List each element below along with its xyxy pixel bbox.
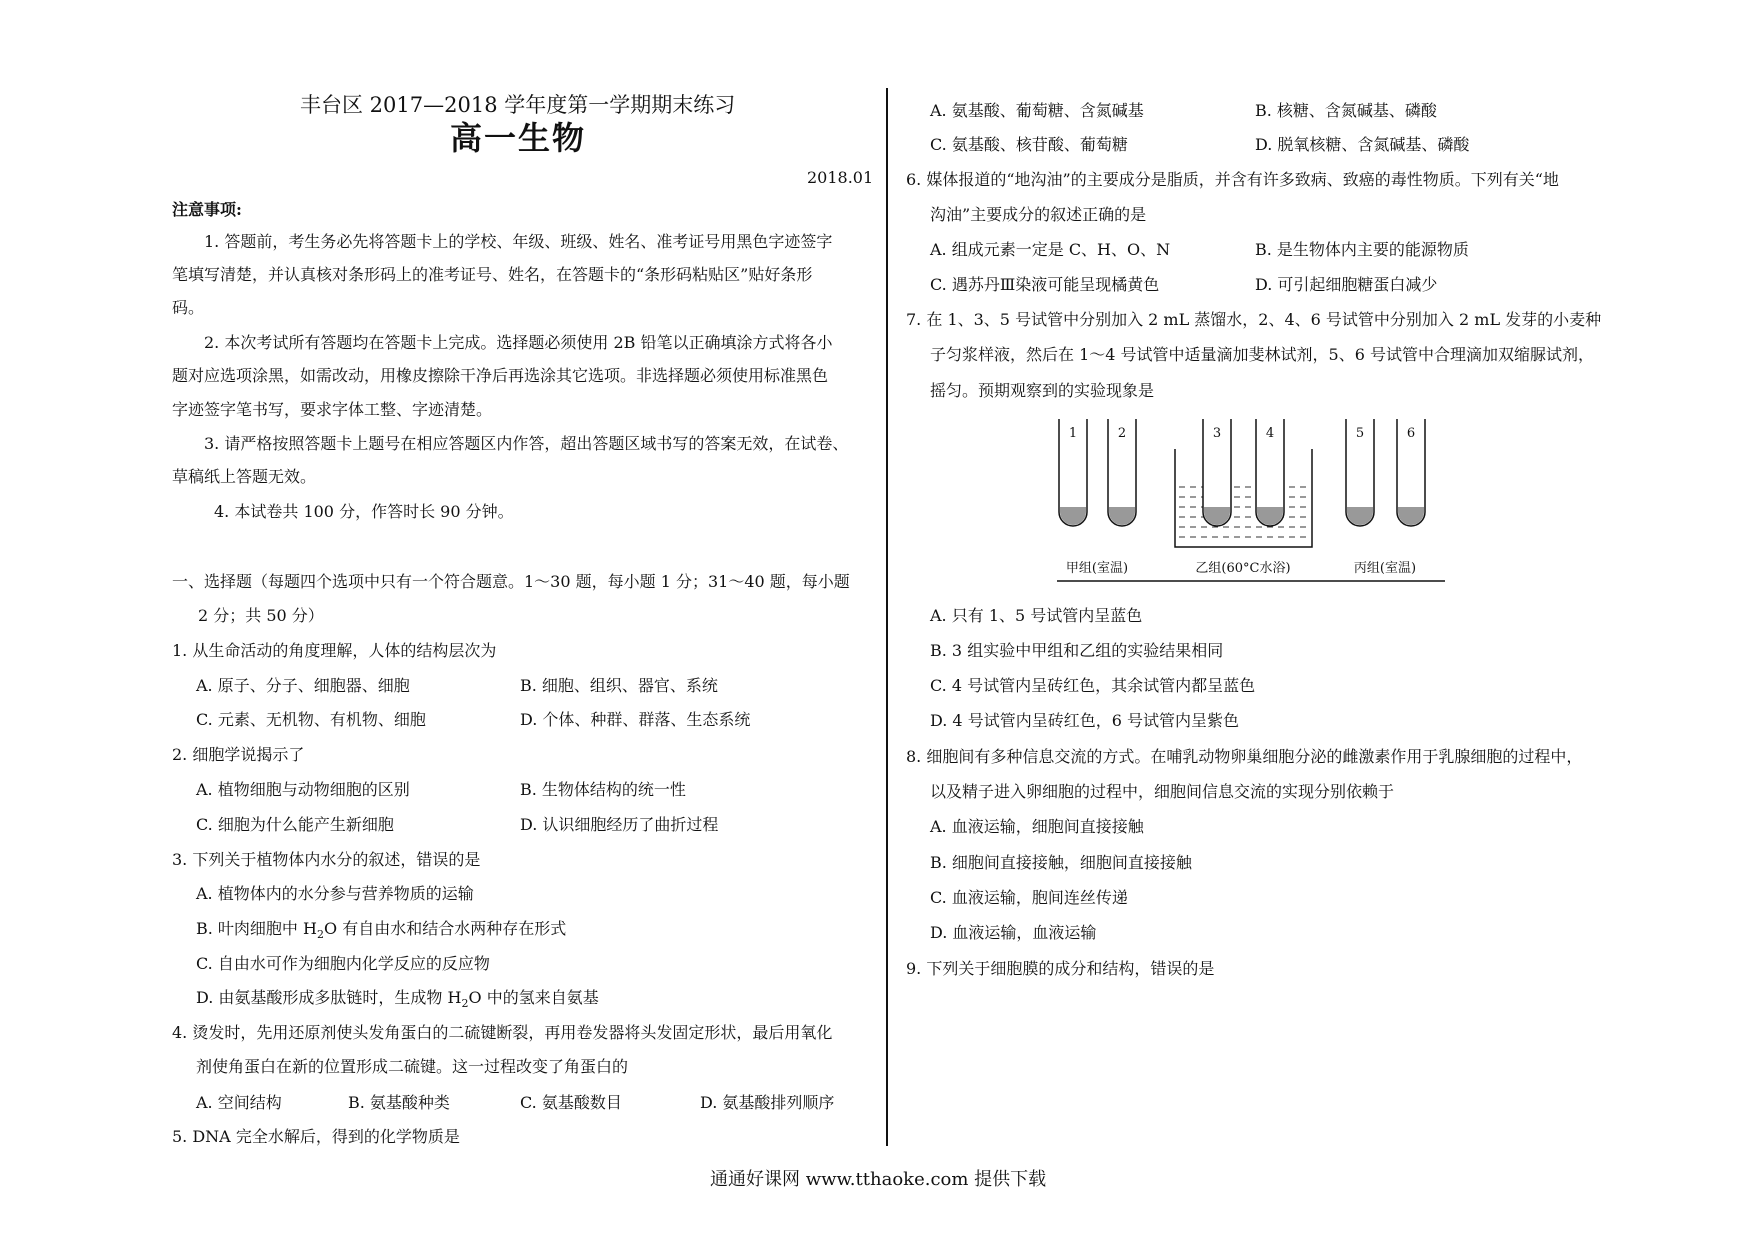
q8-option-d: D. 血液运输，血液运输 xyxy=(930,923,1097,942)
q3-option-c: C. 自由水可作为细胞内化学反应的反应物 xyxy=(196,954,490,973)
q4-option-b: B. 氨基酸种类 xyxy=(348,1093,450,1112)
q5-option-c: C. 氨基酸、核苷酸、葡萄糖 xyxy=(930,135,1128,154)
q8-option-a: A. 血液运输，细胞间直接接触 xyxy=(930,817,1144,836)
question-2-stem: 2. 细胞学说揭示了 xyxy=(172,745,305,764)
q1-option-b: B. 细胞、组织、器官、系统 xyxy=(520,676,718,695)
water-bath-beaker xyxy=(1175,449,1312,547)
question-8-stem-cont: 以及精子进入卵细胞的过程中，细胞间信息交流的实现分别依赖于 xyxy=(930,782,1395,801)
note-line: 4. 本试卷共 100 分，作答时长 90 分钟。 xyxy=(214,502,514,521)
q4-option-c: C. 氨基酸数目 xyxy=(520,1093,622,1112)
q7-option-c: C. 4 号试管内呈砖红色，其余试管内都呈蓝色 xyxy=(930,676,1256,695)
q5-option-b: B. 核糖、含氮碱基、磷酸 xyxy=(1255,101,1437,120)
q7-option-a: A. 只有 1、5 号试管内呈蓝色 xyxy=(930,606,1143,625)
q7-option-b: B. 3 组实验中甲组和乙组的实验结果相同 xyxy=(930,641,1224,660)
question-4-stem-cont: 剂使角蛋白在新的位置形成二硫键。这一过程改变了角蛋白的 xyxy=(196,1057,629,1076)
tube-label-6: 6 xyxy=(1406,426,1416,441)
q7-option-d: D. 4 号试管内呈砖红色，6 号试管内呈紫色 xyxy=(930,711,1239,730)
q4-option-d: D. 氨基酸排列顺序 xyxy=(700,1093,835,1112)
q6-option-a: A. 组成元素一定是 C、H、O、N xyxy=(930,240,1171,259)
q4-option-a: A. 空间结构 xyxy=(196,1093,282,1112)
q5-option-d: D. 脱氧核糖、含氮碱基、磷酸 xyxy=(1255,135,1470,154)
question-8-stem: 8. 细胞间有多种信息交流的方式。在哺乳动物卵巢细胞分泌的雌激素作用于乳腺细胞的过程中， xyxy=(906,747,1583,766)
footer-source: 通通好课网 www.tthaoke.com 提供下载 xyxy=(710,1169,1047,1190)
question-6-stem-cont: 沟油”主要成分的叙述正确的是 xyxy=(930,205,1147,224)
q2-option-d: D. 认识细胞经历了曲折过程 xyxy=(520,815,719,834)
notes-heading: 注意事项: xyxy=(172,200,242,219)
q1-option-d: D. 个体、种群、群落、生态系统 xyxy=(520,710,751,729)
question-6-stem: 6. 媒体报道的“地沟油”的主要成分是脂质，并含有许多致病、致癌的毒性物质。下列有关“地 xyxy=(906,170,1559,189)
q8-option-b: B. 细胞间直接接触，细胞间直接接触 xyxy=(930,853,1192,872)
q2-option-c: C. 细胞为什么能产生新细胞 xyxy=(196,815,394,834)
group-label-jia: 甲组(室温) xyxy=(1065,561,1129,576)
tube-label-3: 3 xyxy=(1212,426,1222,441)
q8-option-c: C. 血液运输，胞间连丝传递 xyxy=(930,888,1128,907)
section-heading: 一、选择题（每题四个选项中只有一个符合题意。1～30 题，每小题 1 分；31～40 题，每小题 xyxy=(172,572,850,591)
q5-option-a: A. 氨基酸、葡萄糖、含氮碱基 xyxy=(930,101,1144,120)
q3-option-a: A. 植物体内的水分参与营养物质的运输 xyxy=(196,884,474,903)
question-7-stem: 7. 在 1、3、5 号试管中分别加入 2 mL 蒸馏水，2、4、6 号试管中分别加入 2 mL 发芽的小麦种 xyxy=(906,310,1602,329)
column-divider xyxy=(886,88,888,1146)
note-line: 码。 xyxy=(172,298,205,317)
q3-option-d: D. 由氨基酸形成多肽链时，生成物 $H_2O$ 中的氢来自氨基 xyxy=(196,988,599,1011)
note-line: 题对应选项涂黑，如需改动，用橡皮擦除干净后再选涂其它选项。非选择题必须使用标准黑色 xyxy=(172,366,829,385)
question-7-stem-cont: 摇匀。预期观察到的实验现象是 xyxy=(930,381,1155,400)
note-line: 笔填写清楚，并认真核对条形码上的准考证号、姓名，在答题卡的“条形码粘贴区”贴好条形 xyxy=(172,265,813,284)
note-line: 2. 本次考试所有答题均在答题卡上完成。选择题必须使用 2B 铅笔以正确填涂方式将各小 xyxy=(204,333,833,352)
tube-label-1: 1 xyxy=(1068,426,1078,441)
note-line: 1. 答题前，考生务必先将答题卡上的学校、年级、班级、姓名、准考证号用黑色字迹签字 xyxy=(204,232,833,251)
question-1-stem: 1. 从生命活动的角度理解，人体的结构层次为 xyxy=(172,641,497,660)
note-line: 草稿纸上答题无效。 xyxy=(172,467,317,486)
q2-option-a: A. 植物细胞与动物细胞的区别 xyxy=(196,780,410,799)
tube-label-5: 5 xyxy=(1355,426,1365,441)
q1-option-c: C. 元素、无机物、有机物、细胞 xyxy=(196,710,426,729)
question-9-stem: 9. 下列关于细胞膜的成分和结构，错误的是 xyxy=(906,959,1215,978)
question-7-stem-cont: 子匀浆样液，然后在 1～4 号试管中适量滴加斐林试剂，5、6 号试管中合理滴加双缩脲试剂， xyxy=(930,345,1594,364)
tube-label-2: 2 xyxy=(1117,426,1127,441)
q2-option-b: B. 生物体结构的统一性 xyxy=(520,780,686,799)
group-label-bing: 丙组(室温) xyxy=(1353,561,1417,576)
test-tube-figure xyxy=(1055,415,1455,585)
note-line: 字迹签字笔书写，要求字体工整、字迹清楚。 xyxy=(172,400,493,419)
question-5-stem: 5. DNA 完全水解后，得到的化学物质是 xyxy=(172,1127,460,1146)
group-label-yi: 乙组(60°C水浴) xyxy=(1195,561,1291,576)
question-4-stem: 4. 烫发时，先用还原剂使头发角蛋白的二硫键断裂，再用卷发器将头发固定形状，最后用氧化 xyxy=(172,1023,833,1042)
note-line: 3. 请严格按照答题卡上题号在相应答题区内作答，超出答题区域书写的答案无效，在试卷、 xyxy=(204,434,849,453)
subject-title: 高一生物 xyxy=(450,119,587,157)
q1-option-a: A. 原子、分子、细胞器、细胞 xyxy=(196,676,410,695)
tube-label-4: 4 xyxy=(1265,426,1275,441)
question-3-stem: 3. 下列关于植物体内水分的叙述，错误的是 xyxy=(172,850,481,869)
exam-date: 2018.01 xyxy=(807,168,874,187)
q6-option-c: C. 遇苏丹Ⅲ染液可能呈现橘黄色 xyxy=(930,275,1160,294)
q3-option-b: B. 叶肉细胞中 $H_2O$ 有自由水和结合水两种存在形式 xyxy=(196,919,567,942)
section-heading-cont: 2 分；共 50 分） xyxy=(198,606,324,625)
q6-option-d: D. 可引起细胞糖蛋白减少 xyxy=(1255,275,1438,294)
exam-title: 丰台区 2017—2018 学年度第一学期期末练习 xyxy=(300,93,736,117)
q6-option-b: B. 是生物体内主要的能源物质 xyxy=(1255,240,1469,259)
